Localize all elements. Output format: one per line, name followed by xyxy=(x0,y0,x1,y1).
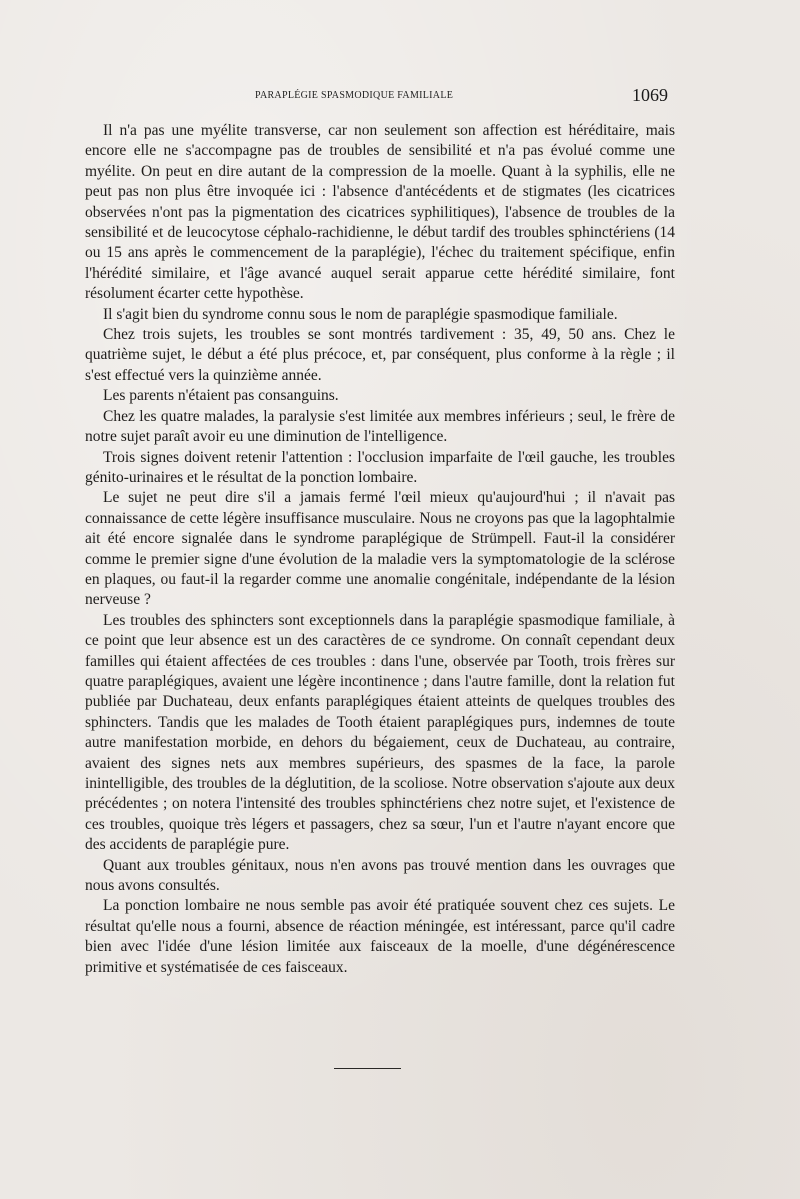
paragraph: Les troubles des sphincters sont exceptionnels dans la paraplégie spasmodique familiale, à ce point que leur absence est un des caractères de ce syndrome. On connaît cependant deux familles qui étaient affectées de ces troubles : dans l'une, observée par Tooth, trois frères sur quatre paraplégiques, avaient une légère incontinence ; dans l'autre famille, dont la relation fut publiée par Duchateau, deux enfants paraplégiques étaient atteints de quelques troubles des sphincters. Tandis que les malades de Tooth étaient paraplégiques purs, indemnes de toute autre manifestation morbide, en dehors du bégaiement, ceux de Duchateau, au contraire, avaient des signes nets aux membres supérieurs, des spasmes de la face, la parole inintelligible, des troubles de la déglutition, de la scoliose. Notre observation s'ajoute aux deux précédentes ; on notera l'intensité des troubles sphinctériens chez notre sujet, et l'existence de ces troubles, quoique très légers et passagers, chez sa sœur, l'un et l'autre n'ayant encore que des accidents de paraplégie pure. xyxy=(85,611,675,854)
body-text xyxy=(85,121,675,978)
running-head: PARAPLÉGIE SPASMODIQUE FAMILIALE xyxy=(255,90,454,101)
paragraph: La ponction lombaire ne nous semble pas avoir été pratiquée souvent chez ces sujets. Le résultat qu'elle nous a fourni, absence de réaction méningée, est intéressant, parce qu'il cadre bien avec l'idée d'une lésion limitée aux faisceaux de la moelle, d'une dégénérescence primitive et systématisée de ces faisceaux. xyxy=(85,897,675,976)
paragraph: Il n'a pas une myélite transverse, car non seulement son affection est héréditaire, mais encore elle ne s'accompagne pas de troubles de sensibilité et n'a pas évolué comme une myélite. On peut en dire autant de la compression de la moelle. Quant à la syphilis, elle ne peut pas non plus être invoquée ici : l'absence d'antécédents et de stigmates (les cicatrices observées n'ont pas la pigmentation des cicatrices syphilitiques), l'absence de troubles de la sensibilité et de leucocytose céphalo-rachidienne, le début tardif des troubles sphinctériens (14 ou 15 ans après le commencement de la paraplégie), l'échec du traitement spécifique, enfin l'hérédité similaire, et l'âge avancé auquel serait apparue cette hérédité similaire, font résolument écarter cette hypothèse. xyxy=(85,122,675,303)
paragraph: Les parents n'étaient pas consanguins. xyxy=(103,387,339,405)
section-end-rule xyxy=(334,1068,401,1069)
paragraph: Chez les quatre malades, la paralysie s'est limitée aux membres inférieurs ; seul, le frère de notre sujet paraît avoir eu une diminution de l'intelligence. xyxy=(85,407,675,446)
paragraph: Le sujet ne peut dire s'il a jamais fermé l'œil mieux qu'aujourd'hui ; il n'avait pas connaissance de cette légère insuffisance musculaire. Nous ne croyons pas que la lagophtalmie ait été encore signalée dans le syndrome paraplégique de Strümpell. Faut-il la considérer comme le premier signe d'une évolution de la maladie vers la symptomatologie de la sclérose en plaques, ou faut-il la regarder comme une anomalie congénitale, indépendante de la lésion nerveuse ? xyxy=(85,489,675,609)
paragraph: Quant aux troubles génitaux, nous n'en avons pas trouvé mention dans les ouvrages que nous avons consultés. xyxy=(85,856,675,895)
paragraph: Il s'agit bien du syndrome connu sous le nom de paraplégie spasmodique familiale. xyxy=(103,305,618,323)
paragraph: Chez trois sujets, les troubles se sont montrés tardivement : 35, 49, 50 ans. Chez le quatrième sujet, le début a été plus précoce, et, par conséquent, plus conforme à la règle ; il s'est effectué vers la quinzième année. xyxy=(85,326,675,384)
page-number: 1069 xyxy=(632,85,668,105)
paragraph: Trois signes doivent retenir l'attention : l'occlusion imparfaite de l'œil gauche, les troubles génito-urinaires et le résultat de la ponction lombaire. xyxy=(85,448,675,486)
